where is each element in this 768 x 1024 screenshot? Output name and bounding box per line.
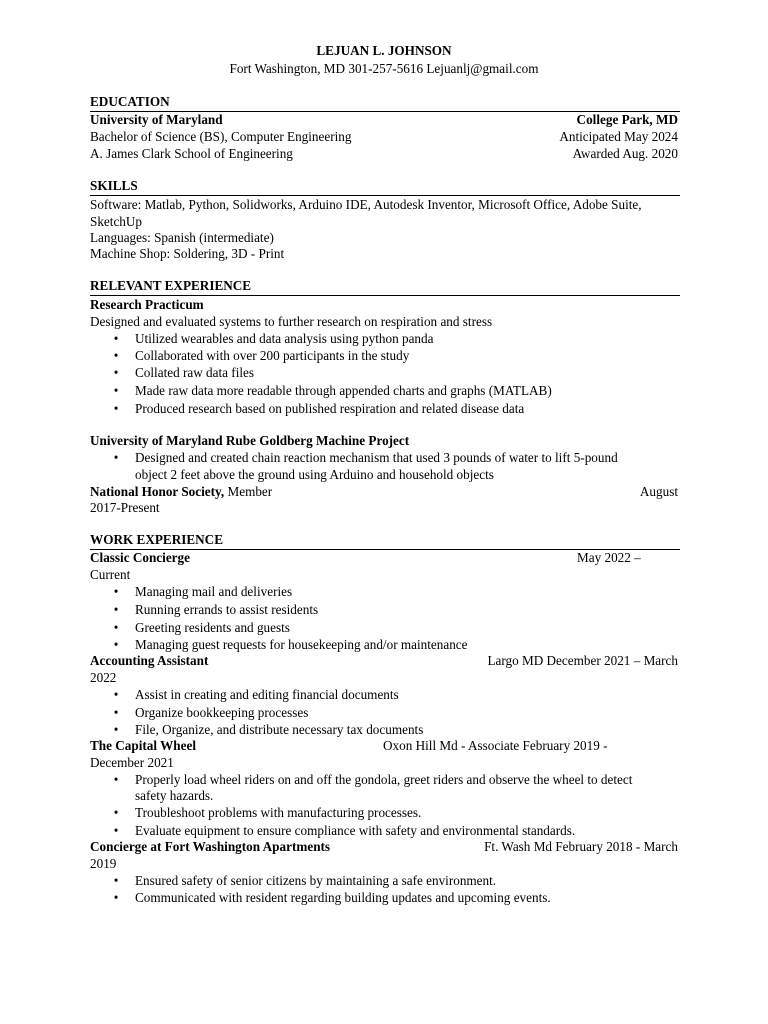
skills-software: Software: Matlab, Python, Solidworks, Arduino IDE, Autodesk Inventor, Microsoft Office, Adobe Suite, — [90, 197, 642, 212]
degree: Bachelor of Science (BS), Computer Engineering — [90, 129, 352, 144]
resume-name: LEJUAN L. JOHNSON — [316, 43, 452, 58]
wheel-bullet: Evaluate equipment to ensure compliance with safety and environmental standards. — [135, 823, 576, 838]
bullet-glyph: • — [113, 873, 119, 888]
bullet-glyph: • — [113, 365, 119, 380]
contact-line: Fort Washington, MD 301-257-5616 Lejuanlj@gmail.com — [229, 61, 539, 76]
bullet-glyph: • — [113, 637, 119, 652]
practicum-bullet: Made raw data more readable through appended charts and graphs (MATLAB) — [135, 383, 552, 398]
accounting-bullet: Organize bookkeeping processes — [135, 705, 309, 720]
education-heading: EDUCATION — [90, 94, 170, 109]
concierge-title: Classic Concierge — [90, 550, 190, 565]
work-heading: WORK EXPERIENCE — [90, 532, 223, 547]
wheel-bullet-cont: safety hazards. — [135, 788, 214, 803]
practicum-bullet: Collaborated with over 200 participants in the study — [135, 348, 410, 363]
skills-languages: Languages: Spanish (intermediate) — [90, 230, 274, 245]
bullet-glyph: • — [113, 450, 119, 465]
relevant-heading: RELEVANT EXPERIENCE — [90, 278, 252, 293]
bullet-glyph: • — [113, 383, 119, 398]
concierge-bullet: Running errands to assist residents — [135, 602, 319, 617]
bullet-glyph: • — [113, 687, 119, 702]
concierge-bullet: Managing guest requests for housekeeping and/or maintenance — [135, 637, 468, 652]
practicum-bullet: Utilized wearables and data analysis using python panda — [135, 331, 434, 346]
bullet-glyph: • — [113, 331, 119, 346]
wheel-bullet: Properly load wheel riders on and off the gondola, greet riders and observe the wheel to detect — [135, 772, 633, 787]
practicum-description: Designed and evaluated systems to further research on respiration and stress — [90, 314, 493, 329]
apartments-bullet: Ensured safety of senior citizens by maintaining a safe environment. — [135, 873, 497, 888]
bullet-glyph: • — [113, 602, 119, 617]
wheel-date-cont: December 2021 — [90, 755, 174, 770]
bullet-glyph: • — [113, 584, 119, 599]
apartments-bullet: Communicated with resident regarding building updates and upcoming events. — [135, 890, 551, 905]
nhs-line — [90, 483, 272, 500]
accounting-title: Accounting Assistant — [90, 653, 209, 668]
bullet-glyph: • — [113, 805, 119, 820]
bullet-glyph: • — [113, 722, 119, 737]
school-name: University of Maryland — [90, 112, 223, 127]
concierge-bullet: Managing mail and deliveries — [135, 584, 293, 599]
wheel-title: The Capital Wheel — [90, 738, 196, 753]
apartments-year: 2019 — [90, 856, 117, 871]
rube-goldberg-bullet-cont: object 2 feet above the ground using Arduino and household objects — [135, 467, 494, 482]
concierge-date: May 2022 – — [577, 550, 641, 565]
nhs-date-cont: 2017-Present — [90, 500, 160, 515]
apartments-meta: Ft. Wash Md February 2018 - March — [484, 839, 678, 854]
concierge-bullet: Greeting residents and guests — [135, 620, 290, 635]
rube-goldberg-title: University of Maryland Rube Goldberg Machine Project — [90, 433, 410, 448]
nhs-title: National Honor Society, — [90, 484, 225, 499]
practicum-bullet: Collated raw data files — [135, 365, 255, 380]
bullet-glyph: • — [113, 772, 119, 787]
accounting-bullet: File, Organize, and distribute necessary tax documents — [135, 722, 424, 737]
skills-machine-shop: Machine Shop: Soldering, 3D - Print — [90, 246, 285, 261]
practicum-title: Research Practicum — [90, 297, 204, 312]
apartments-title: Concierge at Fort Washington Apartments — [90, 839, 331, 854]
practicum-bullet: Produced research based on published respiration and related disease data — [135, 401, 525, 416]
accounting-year: 2022 — [90, 670, 117, 685]
college: A. James Clark School of Engineering — [90, 146, 293, 161]
school-location: College Park, MD — [576, 112, 678, 127]
bullet-glyph: • — [113, 348, 119, 363]
bullet-glyph: • — [113, 705, 119, 720]
nhs-role: Member — [224, 484, 273, 499]
bullet-glyph: • — [113, 620, 119, 635]
bullet-glyph: • — [113, 401, 119, 416]
bullet-glyph: • — [113, 890, 119, 905]
nhs-date: August — [639, 484, 678, 499]
bullet-glyph: • — [113, 823, 119, 838]
concierge-date-cont: Current — [90, 567, 131, 582]
college-date: Awarded Aug. 2020 — [572, 146, 678, 161]
accounting-meta: Largo MD December 2021 – March — [487, 653, 678, 668]
skills-heading: SKILLS — [90, 178, 138, 193]
degree-date: Anticipated May 2024 — [559, 129, 678, 144]
wheel-meta: Oxon Hill Md - Associate February 2019 - — [383, 738, 608, 753]
wheel-bullet: Troubleshoot problems with manufacturing processes. — [135, 805, 422, 820]
accounting-bullet: Assist in creating and editing financial documents — [135, 687, 399, 702]
skills-software-cont: SketchUp — [90, 214, 143, 229]
rube-goldberg-bullet: Designed and created chain reaction mechanism that used 3 pounds of water to lift 5-pound — [135, 450, 618, 465]
